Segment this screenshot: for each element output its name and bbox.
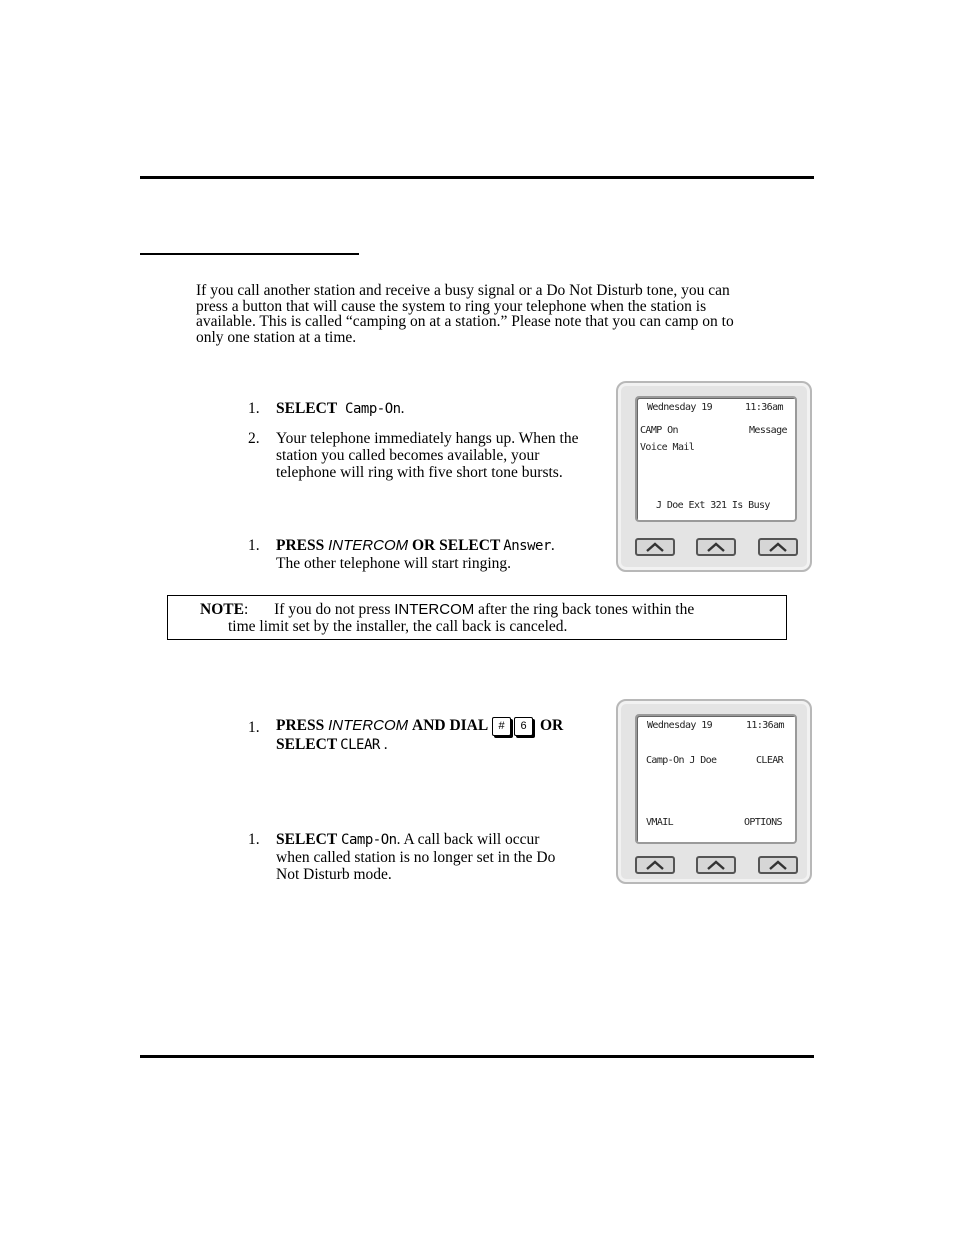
section-underline bbox=[140, 253, 359, 255]
six-key-icon: 6 bbox=[514, 717, 533, 736]
camp-on-step-1 bbox=[248, 400, 598, 418]
chevron-up-icon bbox=[768, 859, 788, 871]
pound-key-icon: # bbox=[492, 717, 511, 736]
dnd-camp-on-step-1 bbox=[248, 831, 598, 885]
lcd-camp-on-status: Camp-On J Doe bbox=[646, 755, 717, 766]
press-label: PRESS bbox=[276, 537, 325, 554]
top-rule bbox=[140, 176, 814, 179]
softkey-right[interactable] bbox=[758, 538, 798, 556]
step-text: when called station is no longer set in the Do bbox=[276, 849, 556, 866]
intercom-key-label: INTERCOM bbox=[328, 717, 409, 734]
step-text: . A call back will occur bbox=[396, 831, 540, 848]
chevron-up-icon bbox=[645, 859, 665, 871]
lcd-message-option[interactable]: Message bbox=[749, 425, 787, 436]
note-text-line-2: time limit set by the installer, the call back is canceled. bbox=[228, 618, 568, 635]
note-box bbox=[167, 595, 787, 640]
step-number: 1. bbox=[248, 537, 260, 554]
note-label: NOTE bbox=[200, 601, 244, 618]
intro-paragraph: If you call another station and receive a busy signal or a Do Not Disturb tone, you can press a button that will cause the system to ring your telephone when the station is available. This is called “camping on at a station.” Please note that you can camp on to only one station at a time. bbox=[196, 282, 734, 346]
answer-softkey-label: Answer bbox=[503, 538, 551, 554]
lcd-screen bbox=[635, 396, 797, 522]
lcd-vmail-option[interactable]: VMAIL bbox=[646, 817, 674, 828]
step-number: 1. bbox=[248, 719, 260, 736]
chevron-up-icon bbox=[706, 859, 726, 871]
lcd-clear-option[interactable]: CLEAR bbox=[756, 755, 784, 766]
step-number: 1. bbox=[248, 400, 260, 417]
select-label: SELECT bbox=[276, 831, 338, 848]
answer-step-1 bbox=[248, 537, 598, 573]
select-label: SELECT bbox=[276, 736, 338, 753]
step-number: 2. bbox=[248, 430, 260, 447]
lcd-options-option[interactable]: OPTIONS bbox=[744, 817, 782, 828]
step-text: The other telephone will start ringing. bbox=[276, 555, 512, 572]
phone-display-busy bbox=[616, 381, 812, 572]
softkey-left[interactable] bbox=[635, 538, 675, 556]
lcd-date: Wednesday 19 bbox=[647, 720, 713, 731]
or-label: OR bbox=[539, 717, 564, 734]
cancel-step-1 bbox=[248, 717, 598, 753]
lcd-camp-on-option[interactable]: CAMP On bbox=[640, 425, 678, 436]
camp-on-softkey-label: Camp-On bbox=[345, 401, 401, 417]
bottom-rule bbox=[140, 1055, 814, 1058]
softkey-middle[interactable] bbox=[696, 538, 736, 556]
note-colon: : bbox=[243, 601, 249, 618]
lcd-screen bbox=[635, 714, 797, 844]
punctuation: . bbox=[400, 400, 405, 417]
chevron-up-icon bbox=[706, 541, 726, 553]
note-text: after the ring back tones within the bbox=[478, 601, 695, 618]
softkey-right[interactable] bbox=[758, 856, 798, 874]
softkey-left[interactable] bbox=[635, 856, 675, 874]
intercom-key-label: INTERCOM bbox=[328, 537, 409, 554]
punctuation: . bbox=[550, 537, 555, 554]
lcd-voice-mail-option[interactable]: Voice Mail bbox=[640, 442, 695, 453]
step-number: 1. bbox=[248, 831, 260, 848]
camp-on-softkey-label: Camp-On bbox=[341, 832, 397, 848]
phone-display-camped bbox=[616, 699, 812, 884]
camp-on-step-2 bbox=[248, 430, 598, 482]
clear-softkey-label: CLEAR bbox=[340, 737, 380, 753]
step-text: Your telephone immediately hangs up. When the station you called becomes available, your telephone will ring with five short tone bursts. bbox=[276, 430, 579, 481]
lcd-time: 11:36am bbox=[745, 402, 783, 413]
chevron-up-icon bbox=[768, 541, 788, 553]
step-text: Not Disturb mode. bbox=[276, 866, 392, 883]
or-select-label: OR SELECT bbox=[412, 537, 501, 554]
softkey-middle[interactable] bbox=[696, 856, 736, 874]
note-text: If you do not press bbox=[274, 601, 391, 618]
lcd-status-line: J Doe Ext 321 Is Busy bbox=[656, 500, 770, 511]
lcd-date: Wednesday 19 bbox=[647, 402, 713, 413]
lcd-time: 11:36am bbox=[746, 720, 784, 731]
and-dial-label: AND DIAL bbox=[412, 717, 489, 734]
punctuation: . bbox=[383, 736, 388, 753]
chevron-up-icon bbox=[645, 541, 665, 553]
intercom-key-label: INTERCOM bbox=[394, 601, 475, 618]
select-label: SELECT bbox=[276, 400, 338, 417]
press-label: PRESS bbox=[276, 717, 325, 734]
